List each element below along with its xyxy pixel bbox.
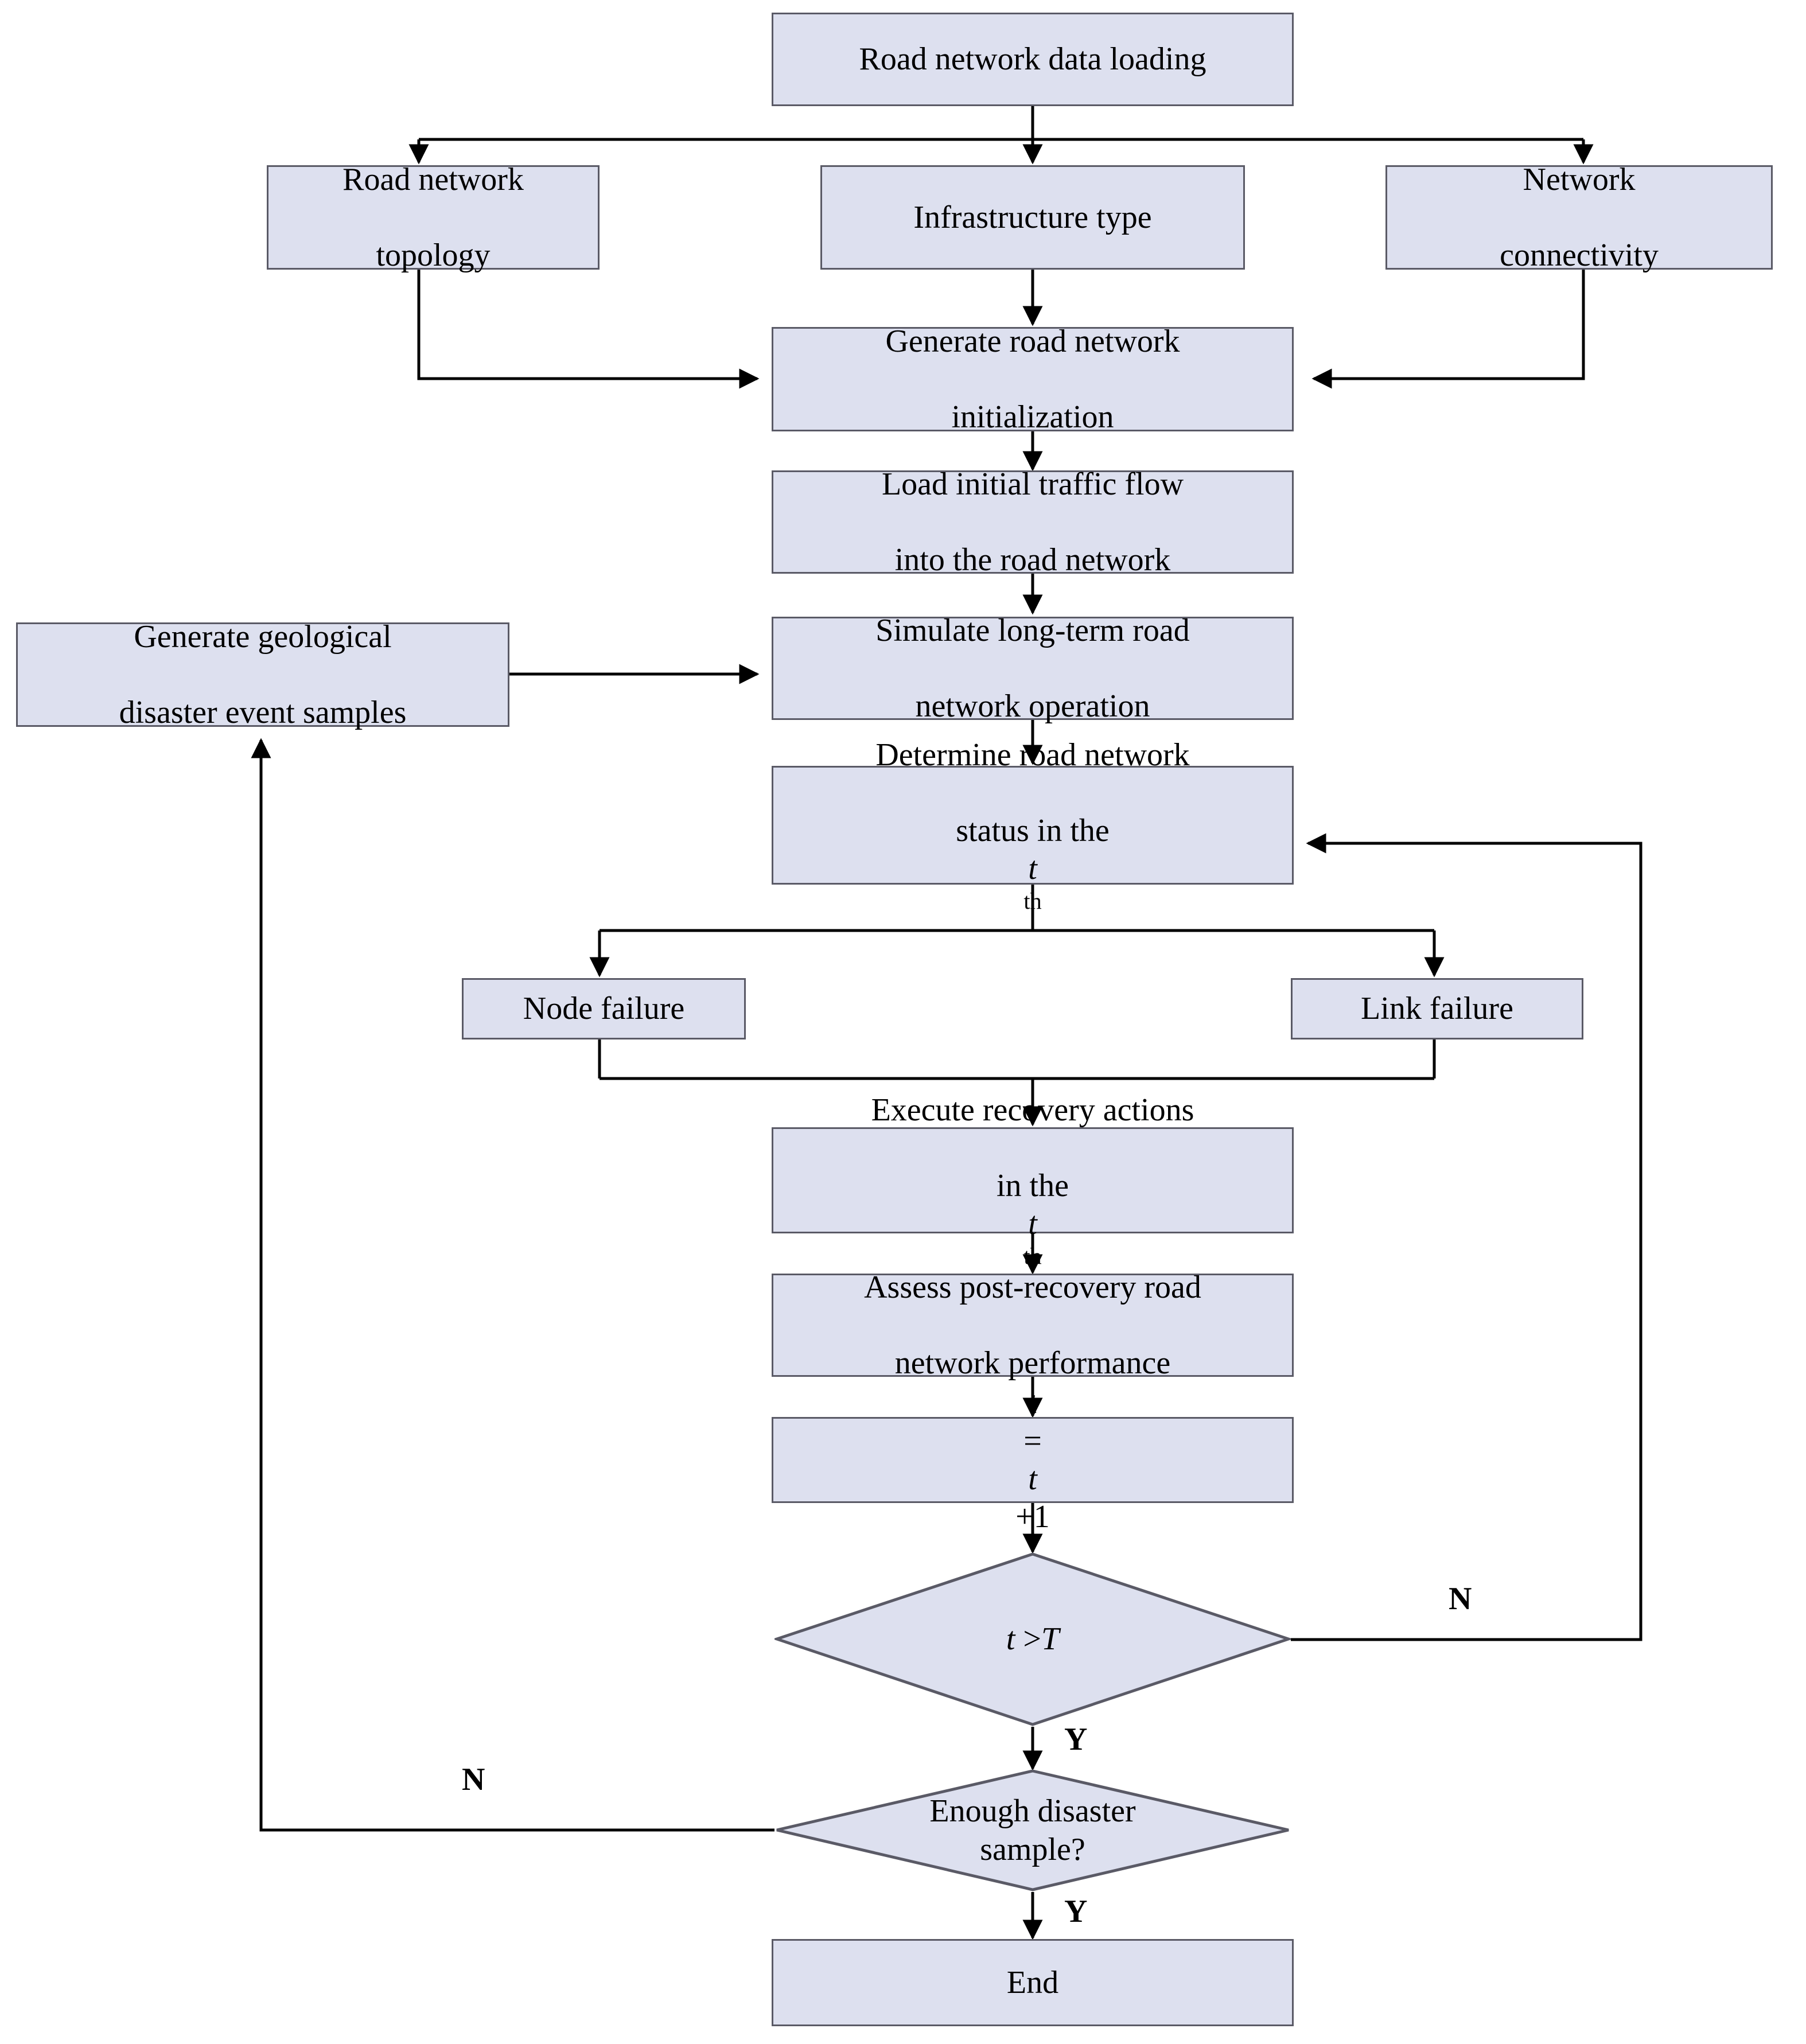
decision-var-T: T xyxy=(1041,1621,1060,1657)
node-label: Link failure xyxy=(1361,991,1513,1027)
node-label-sub: th xyxy=(1023,887,1042,914)
edge-label-n-time-loop: N xyxy=(1449,1581,1472,1617)
node-label: End xyxy=(1006,1964,1059,2000)
node-load-initial-traffic-flow xyxy=(772,466,1294,578)
node-network-connectivity xyxy=(1385,161,1773,274)
node-label: Road network data loading xyxy=(859,41,1206,77)
node-label-line1: Simulate long-term road xyxy=(875,612,1190,648)
node-determine-network-status xyxy=(772,737,1294,914)
node-label-var: t xyxy=(1028,850,1037,886)
node-generate-road-network-initialization xyxy=(772,323,1294,435)
node-road-network-data-loading xyxy=(772,13,1294,106)
node-label: Node failure xyxy=(523,991,685,1027)
node-label-line1: Execute recovery actions xyxy=(871,1092,1194,1128)
node-label-var: t xyxy=(1028,1205,1037,1241)
node-label-line1: Assess post-recovery road xyxy=(864,1269,1201,1305)
node-time-increment xyxy=(772,1385,1294,1535)
edge-label-n-sample-loop: N xyxy=(462,1762,485,1797)
node-label-line2a: status in the xyxy=(956,812,1110,848)
node-label-line1: Generate road network xyxy=(885,323,1180,359)
node-label: Infrastructure type xyxy=(913,199,1152,235)
decision-enough-samples xyxy=(774,1769,1291,1892)
node-label-line2: topology xyxy=(376,238,491,274)
decision-var-t: t xyxy=(1006,1621,1015,1657)
node-label-line2: into the road network xyxy=(894,542,1171,578)
node-execute-recovery-actions xyxy=(772,1092,1294,1269)
node-label-sub: th xyxy=(1023,1243,1042,1269)
node-label-line1: Load initial traffic flow xyxy=(881,466,1184,502)
node-road-network-topology xyxy=(267,161,600,274)
node-label-line2: network operation xyxy=(915,688,1150,725)
node-infrastructure-type xyxy=(820,165,1245,270)
decision-label xyxy=(774,1769,1291,1892)
node-label-line2: disaster event samples xyxy=(119,695,407,731)
decision-label-line2: sample? xyxy=(980,1831,1085,1867)
decision-label xyxy=(774,1552,1291,1727)
node-label-line2a: in the xyxy=(997,1167,1069,1204)
node-node-failure xyxy=(462,978,746,1039)
edge-label-y-time: Y xyxy=(1064,1722,1088,1757)
node-generate-disaster-samples xyxy=(16,618,509,731)
node-simulate-long-term-operation xyxy=(772,612,1294,725)
decision-op: > xyxy=(1015,1621,1041,1657)
node-label-line2: network performance xyxy=(894,1345,1171,1381)
node-label-plus1: +1 xyxy=(1015,1499,1050,1535)
node-assess-performance xyxy=(772,1269,1294,1381)
node-label-line2: initialization xyxy=(951,399,1114,435)
decision-label-line1: Enough disaster xyxy=(929,1793,1136,1829)
node-link-failure xyxy=(1291,978,1583,1039)
edge-label-y-sample: Y xyxy=(1064,1894,1088,1929)
node-end xyxy=(772,1939,1294,2026)
node-label-var2: t xyxy=(1028,1461,1037,1497)
node-label-eq: = xyxy=(1023,1423,1042,1459)
node-label-var1: t xyxy=(1028,1385,1037,1421)
node-label-line1: Determine road network xyxy=(875,737,1190,773)
node-label-line1: Road network xyxy=(342,161,524,197)
decision-time-exceeded xyxy=(774,1552,1291,1727)
node-label-line1: Network xyxy=(1523,161,1636,197)
node-label-line2: connectivity xyxy=(1500,238,1659,274)
node-label-line1: Generate geological xyxy=(134,618,392,655)
